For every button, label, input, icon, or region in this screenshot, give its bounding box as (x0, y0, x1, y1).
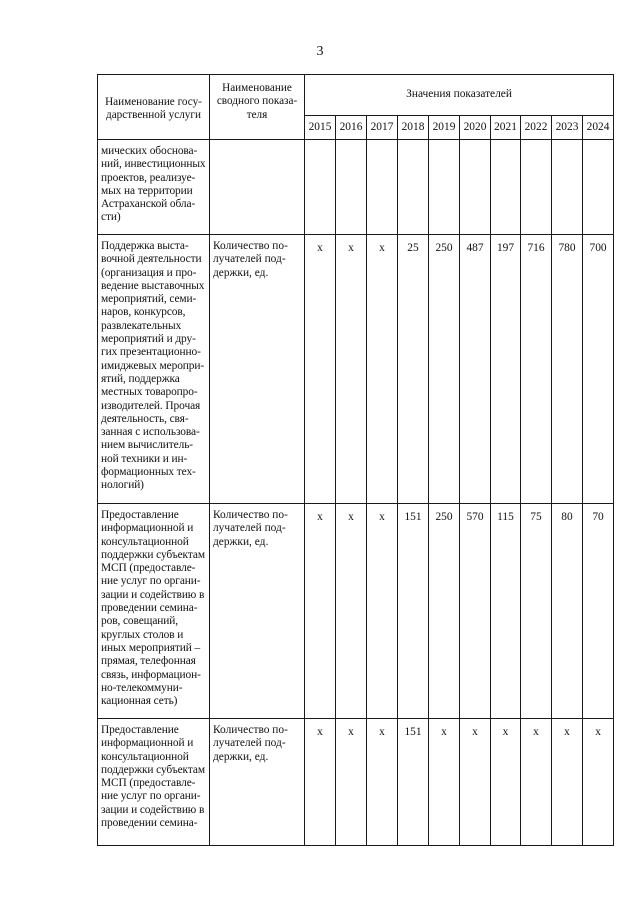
year-header: 2020 (460, 116, 491, 140)
indicator-name-cell: Количество по- лучателей под- держки, ед. (210, 504, 305, 719)
header-row (98, 75, 614, 116)
value-cell: x (491, 719, 521, 846)
value-cell (552, 140, 583, 235)
table-row (98, 719, 614, 846)
year-header: 2021 (491, 116, 521, 140)
indicator-name-cell (210, 140, 305, 235)
value-cell: x (336, 235, 367, 504)
value-cell: x (367, 235, 398, 504)
value-cell: x (552, 719, 583, 846)
value-cell: x (367, 719, 398, 846)
header-indicator-name: Наименование сводного показа- теля (210, 75, 305, 140)
year-header: 2019 (429, 116, 460, 140)
service-name-cell: мических обоснова- ний, инвестиционных проектов, реализуе- мых на территории Астраханской обла- сти) (98, 140, 210, 235)
value-cell: 80 (552, 504, 583, 719)
value-cell: 780 (552, 235, 583, 504)
value-cell: x (305, 504, 336, 719)
value-cell: 197 (491, 235, 521, 504)
year-header: 2016 (336, 116, 367, 140)
table-row (98, 504, 614, 719)
value-cell: 151 (398, 719, 429, 846)
indicators-table (97, 74, 614, 846)
value-cell (429, 140, 460, 235)
value-cell: x (336, 719, 367, 846)
value-cell (583, 140, 614, 235)
header-service-name: Наименование госу- дарственной услуги (98, 75, 210, 140)
indicator-name-cell: Количество по- лучателей под- держки, ед. (210, 719, 305, 846)
value-cell: x (305, 235, 336, 504)
value-cell: 115 (491, 504, 521, 719)
indicator-name-cell: Количество по- лучателей под- держки, ед. (210, 235, 305, 504)
page-number: 3 (316, 44, 324, 59)
value-cell: 250 (429, 504, 460, 719)
year-header: 2022 (521, 116, 552, 140)
value-cell: x (367, 504, 398, 719)
header-values: Значения показателей (305, 75, 614, 116)
table-row (98, 235, 614, 504)
year-header: 2023 (552, 116, 583, 140)
value-cell (367, 140, 398, 235)
value-cell: 75 (521, 504, 552, 719)
value-cell: 570 (460, 504, 491, 719)
service-name-cell: Поддержка выста- вочной деятельности (организация и про- ведение выставочных мероприятий, семи- наров, конкурсов, развлекательных мероприятий и дру- гих презентационно- имиджевых меропри- ятий, поддержка местных товаропро- изводителей. Прочая деятельность, свя- занная с использова- нием вычислитель- ной техники и ин- формационных тех- нологий) (98, 235, 210, 504)
year-header: 2015 (305, 116, 336, 140)
value-cell (305, 140, 336, 235)
value-cell: x (305, 719, 336, 846)
value-cell: x (336, 504, 367, 719)
table-row (98, 140, 614, 235)
value-cell: x (429, 719, 460, 846)
value-cell: x (583, 719, 614, 846)
value-cell: 487 (460, 235, 491, 504)
year-header: 2017 (367, 116, 398, 140)
year-header: 2024 (583, 116, 614, 140)
value-cell: x (521, 719, 552, 846)
value-cell: 700 (583, 235, 614, 504)
value-cell (336, 140, 367, 235)
value-cell: 716 (521, 235, 552, 504)
value-cell (521, 140, 552, 235)
year-header: 2018 (398, 116, 429, 140)
value-cell: 151 (398, 504, 429, 719)
service-name-cell: Предоставление информационной и консультационной поддержки субъектам МСП (предоставле- ние услуг по органи- зации и содействию в проведении семина- (98, 719, 210, 846)
value-cell: 25 (398, 235, 429, 504)
value-cell: x (460, 719, 491, 846)
value-cell (398, 140, 429, 235)
value-cell: 70 (583, 504, 614, 719)
value-cell (491, 140, 521, 235)
value-cell (460, 140, 491, 235)
value-cell: 250 (429, 235, 460, 504)
service-name-cell: Предоставление информационной и консультационной поддержки субъектам МСП (предоставле- ние услуг по органи- зации и содействию в проведении семина- ров, совещаний, круглых столов и иных мероприятий – прямая, телефонная связь, информацион- но-телекоммуни- кационная сеть) (98, 504, 210, 719)
